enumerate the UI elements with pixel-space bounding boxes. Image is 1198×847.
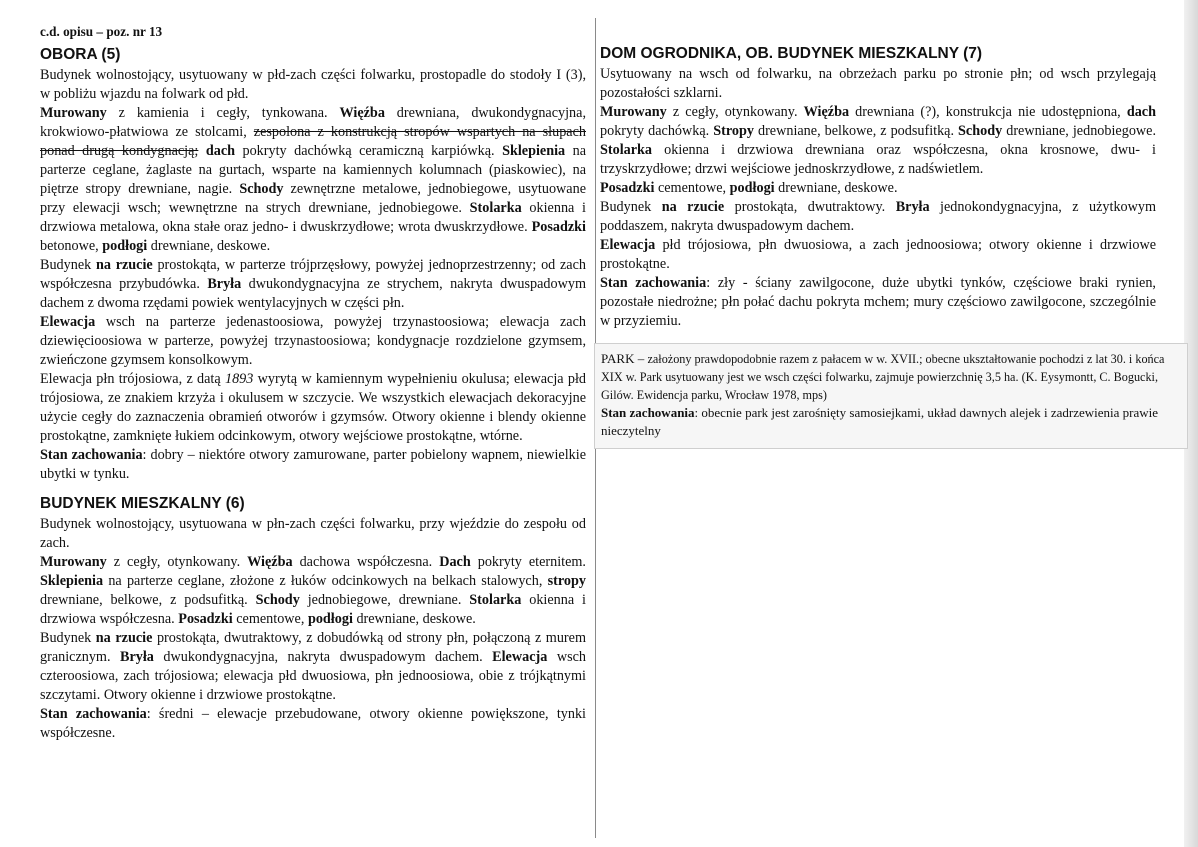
term: Posadzki [600,180,655,196]
term: na rzucie [95,257,153,273]
term: Bryła [895,199,930,215]
paragraph [40,256,586,313]
term: Stolarka [469,592,522,608]
term: na rzucie [661,199,725,215]
term: Stan zachowania [600,275,707,291]
paragraph: Budynek wolnostojący, usytuowany w płd-zach części folwarku, prostopadle do stodoły I (3), w pobliżu wjazdu na folwark od płd. [40,67,586,102]
term: dach [205,143,236,159]
term: podłogi [307,611,353,627]
text: z cegły, otynkowany. [106,554,248,570]
paragraph [600,274,1156,331]
term: Stan zachowania [40,706,147,722]
text: na parterze ceglane, żaglaste na gurtach, wsparte na kamiennych kolumnach (piaskowiec), na piętrze stropy drewniane, nagie. [40,143,587,197]
term: Murowany [600,104,667,120]
paragraph [601,404,1181,440]
text: Budynek [40,630,96,646]
text: wsch czteroosiowa, zach trójosiowa; elewacja płd dwuosiowa, płn jednoosiowa, obie z trójkątnymi szczytami. Otwory okienne i drzwiowe prostokątne. [40,649,586,703]
term: Dach [439,554,471,570]
text: cementowe, [232,611,308,627]
paragraph [40,553,586,629]
term: Sklepienia [502,143,566,159]
text: okienna i drzwiowa metalowa, okna stałe oraz jedno- i dwuskrzydłowe; wrota dwuskrzydłowe. [40,200,586,235]
section-obora [40,45,586,484]
paragraph [40,370,586,446]
term: Sklepienia [40,573,104,589]
text: dwukondygnacyjna ze strychem, nakryta dwuspadowym dachem z dwoma rzędami powiek wentylacyjnych w części płn. [40,276,586,311]
text: : średni – elewacje przebudowane, otwory okienne powiększone, tynki współczesne. [40,706,586,741]
section-title: BUDYNEK MIESZKALNY (6) [40,495,245,512]
term: Bryła [207,276,242,292]
term: Bryła [120,649,154,665]
text: jednobiegowe, drewniane. [299,592,470,608]
paragraph: Budynek wolnostojący, usytuowana w płn-zach części folwarku, przy wjeździe do zespołu od zach. [40,516,586,551]
term: stropy [547,573,586,589]
term: Murowany [40,554,107,570]
paragraph [40,313,586,370]
paragraph [40,104,586,256]
park-note-box [594,343,1188,449]
text: prostokąta, dwutraktowy. [724,199,896,215]
term: Więźba [247,554,293,570]
text: prostokąta, dwutraktowy, z dobudówką od strony płn, połączoną z murem granicznym. [40,630,586,665]
term: Elewacja [600,237,656,253]
term: Więźba [803,104,850,120]
text: z cegły, otynkowany. [666,104,804,120]
paragraph [600,236,1156,274]
text: okienna i drzwiowa drewniana oraz współczesna, okna krosnowe, dwu- i trzyskrzydłowe; drzwi wejściowe jednoskrzydłowe, z nadświetlem. [600,142,1156,177]
term: Stolarka [600,142,653,158]
term: Stropy [713,123,754,139]
text: drewniane, deskowe. [774,180,898,196]
text: drewniana (?), konstrukcja nie udostępniona, [849,104,1127,120]
text: prostokąta, w parterze trójprzęsłowy, powyżej jednoprzestrzenny; od zach współczesna przybudówka. [40,257,586,292]
text: z kamienia i cegły, tynkowana. [106,105,340,121]
text: założony prawdopodobnie razem z pałacem w w. XVII.; obecne ukształtowanie pochodzi z lat 30. i końca XIX w. Park usytuowany jest we wsch części folwarku, zajmuje powierzchnię 3,5 ha. (K. Eysymontt, C. Bogucki, Gilów. Ewidencja parku, Wrocław 1978, mps) [601,352,1165,402]
paragraph [600,179,1156,198]
section-title: DOM OGRODNIKA, OB. BUDYNEK MIESZKALNY (7) [600,45,983,62]
text: : dobry – niektóre otwory zamurowane, parter pobielony wapnem, niewielkie ubytki w tynku. [40,447,586,482]
text: wsch na parterze jedenastoosiowa, powyżej trzynastoosiowa; elewacja zach dziewięcioosiowa w parterze, powyżej trzynastoosiowa; kondygnacje rozdzielone gzymsem, zwieńczone gzymsem konsolkowym. [40,314,586,368]
section-dom-ogrodnika [600,44,1156,331]
struck-text: zespolona z konstrukcją stropów wspartych na słupach ponad drugą kondygnacją; [40,124,586,159]
text: betonowe, [40,238,103,254]
text: pokryty dachówką ceramiczną karpiówką. [235,143,503,159]
section-title: OBORA (5) [40,46,121,63]
text: Budynek [600,199,662,215]
text: Budynek [40,257,96,273]
paragraph [40,446,586,484]
text: drewniane, jednobiegowe. [1002,123,1156,139]
term: Stan zachowania [40,447,143,463]
paragraph [40,629,586,705]
text: pokryty eternitem. [470,554,586,570]
text: drewniane, deskowe. [147,238,271,254]
term: Schody [958,123,1003,139]
text: drewniane, belkowe, z podsufitką. [40,592,256,608]
term: podłogi [729,180,775,196]
text: Elewacja płn trójosiowa, z datą [40,371,225,387]
text: : obecnie park jest zarośnięty samosiejkami, układ dawnych alejek i zadrzewienia prawie nieczytelny [601,405,1159,438]
term: Elewacja [492,649,548,665]
paragraph: Usytuowany na wsch od folwarku, na obrzeżach parku po stronie płn; od wsch przylegają pozostałości szklarni. [600,66,1156,101]
text: drewniana, dwukondygnacyjna, krokwiowo-płatwiowa ze stolcami, [40,105,586,140]
term: Stan zachowania [601,405,695,420]
term: Schody [239,181,284,197]
text: drewniane, deskowe. [352,611,476,627]
term: Elewacja [40,314,96,330]
text: dachowa współczesna. [292,554,440,570]
paragraph [601,350,1181,404]
text [198,143,205,159]
date: 1893 [224,371,254,387]
text: dwukondygnacyjna, nakryta dwuspadowym dachem. [153,649,493,665]
term: dach [1126,104,1156,120]
text: zewnętrzne metalowe, jednobiegowe, usytuowane przy elewacji wsch; wewnętrzne na strych drewniane, jednobiegowe. [40,181,586,216]
text: – [634,351,648,366]
term: Murowany [40,105,107,121]
text: cementowe, [654,180,730,196]
text: drewniane, belkowe, z podsufitką. [753,123,959,139]
text: wyrytą w kamiennym wypełnieniu okulusa; elewacja płd trójosiowa, ze znakiem krzyża i okulusem w szczycie. We wszystkich elewacjach dekoracyjne użycie cegły do zaznaczenia obramień otworów i gzymsów. Otwory okienne i blendy okienne prostokątne, zamknięte łukiem odcinkowym, otwory wejściowe prostokątne, wtórne. [40,371,586,444]
park-label: PARK [601,351,635,366]
text: na parterze ceglane, złożone z łuków odcinkowych na belkach stalowych, [103,573,548,589]
text: : zły - ściany zawilgocone, duże ubytki tynków, częściowe braki rynien, pozostałe niedrożne; płn połać dachu pokryta mchem; mury częściowo zawilgocone, szczególnie w przyziemiu. [600,275,1156,329]
term: Stolarka [469,200,522,216]
page-header: c.d. opisu – poz. nr 13 [40,24,163,39]
text: jednokondygnacyjna, z użytkowym poddaszem, nakryta dwuspadowym dachem. [600,199,1157,234]
left-column [40,22,586,743]
term: na rzucie [95,630,153,646]
text: pokryty dachówką. [600,123,714,139]
text: okienna i drzwiowa współczesna. [40,592,587,627]
term: podłogi [102,238,148,254]
paragraph [40,705,586,743]
term: Posadzki [531,219,586,235]
paragraph [600,198,1156,236]
term: Więźba [339,105,385,121]
paragraph [600,103,1156,179]
term: Posadzki [178,611,233,627]
right-column [600,40,1165,449]
section-budynek [40,494,586,743]
text: płd trójosiowa, płn dwuosiowa, a zach jednoosiowa; otwory okienne i drzwiowe prostokątne. [600,237,1156,272]
term: Schody [255,592,300,608]
